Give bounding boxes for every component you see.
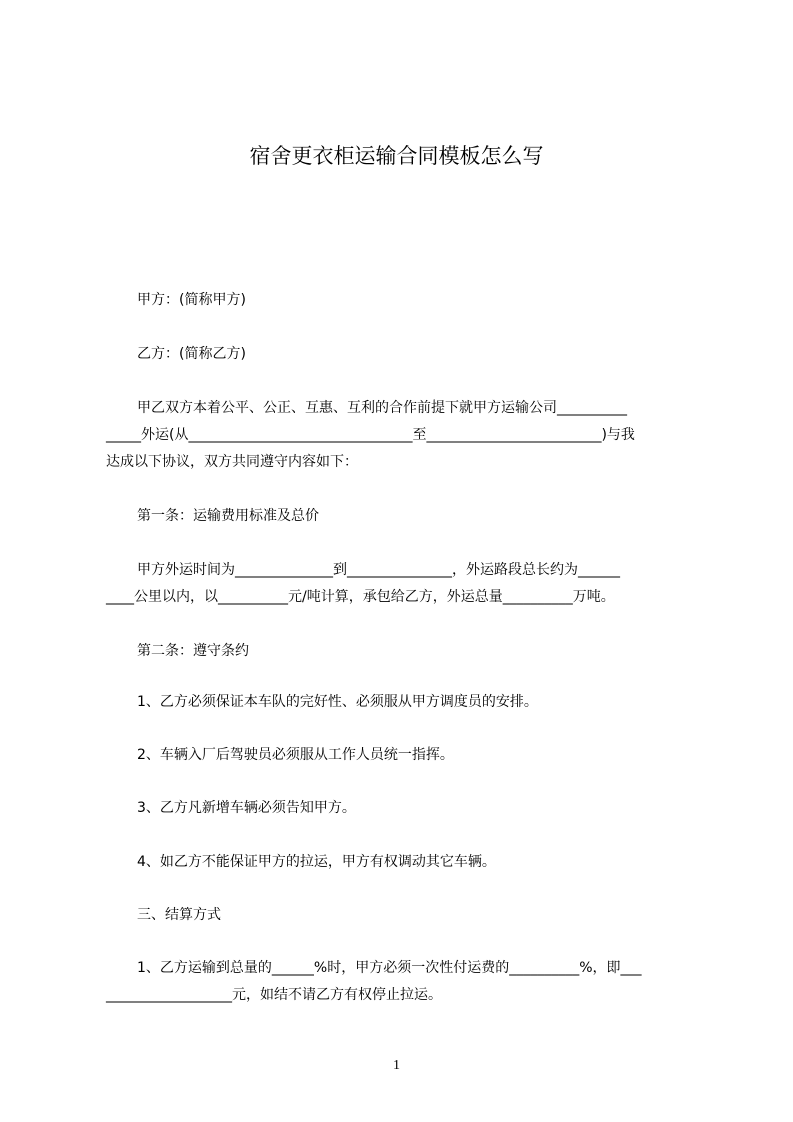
article-3-line-1: 1、乙方运输到总量的______%时，甲方必须一次性付运费的__________%，即___ [137,960,642,976]
document-title: 宿舍更衣柜运输合同模板怎么写 [249,144,544,168]
article-2-item-3: 3、乙方凡新增车辆必须告知甲方。 [137,800,356,816]
page-number: 1 [393,1058,400,1073]
article-2-item-4: 4、如乙方不能保证甲方的拉运，甲方有权调动其它车辆。 [137,854,496,870]
party-b-line: 乙方：(简称乙方) [137,346,246,362]
intro-line-2: _____外运(从________________________________至_________________________)与我 [106,427,635,443]
party-a-line: 甲方：(简称甲方) [137,292,246,308]
article-1-heading: 第一条：运输费用标准及总价 [137,508,319,524]
article-1-line-1: 甲方外运时间为______________到_______________，外运路段总长约为______ [137,562,620,578]
article-2-item-2: 2、车辆入厂后驾驶员必须服从工作人员统一指挥。 [137,747,454,763]
article-1-line-2: ____公里以内，以__________元/吨计算，承包给乙方，外运总量__________万吨。 [106,589,615,605]
intro-line-3: 达成以下协议，双方共同遵守内容如下： [106,454,358,470]
article-2-heading: 第二条：遵守条约 [137,643,249,659]
article-3-line-2: __________________元，如结不请乙方有权停止拉运。 [106,987,442,1003]
intro-line-1: 甲乙双方本着公平、公正、互惠、互利的合作前提下就甲方运输公司__________ [137,400,627,416]
article-3-heading: 三、结算方式 [137,907,221,923]
article-2-item-1: 1、乙方必须保证本车队的完好性、必须服从甲方调度员的安排。 [137,694,538,710]
